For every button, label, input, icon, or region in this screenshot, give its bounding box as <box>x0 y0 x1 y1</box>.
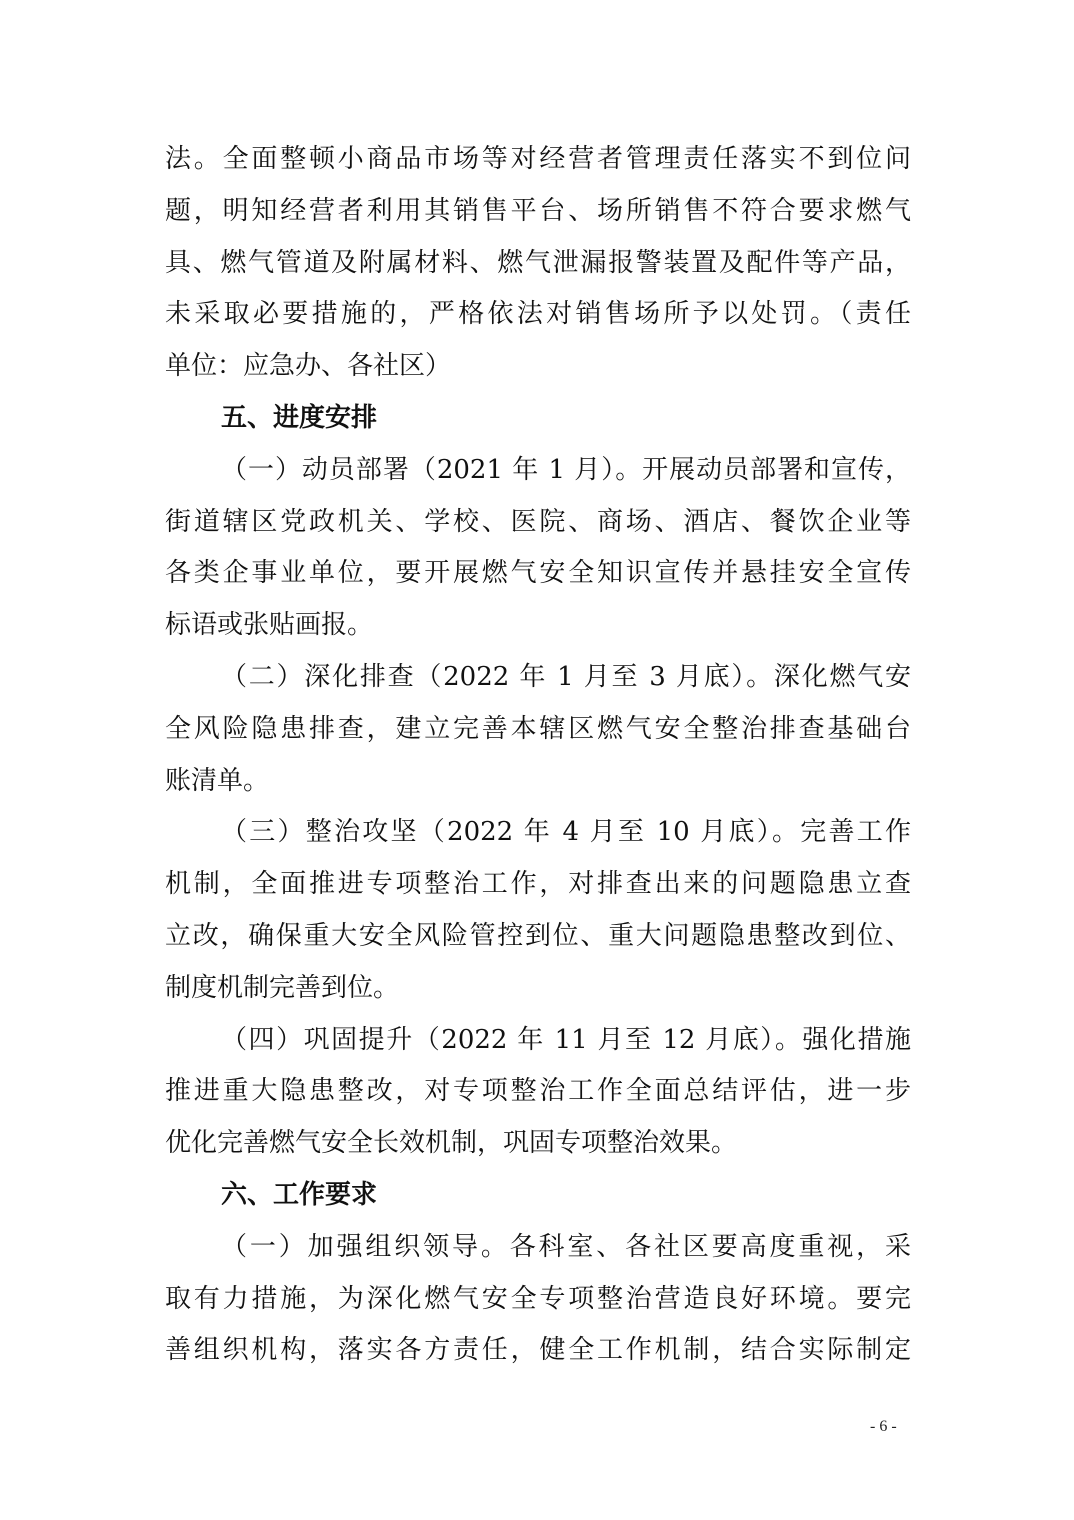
body-line: （一）动员部署（2021 年 1 月）。开展动员部署和宣传， <box>221 454 911 485</box>
body-line: 单位：应急办、各社区） <box>165 351 452 382</box>
body-line: （四）巩固提升（2022 年 11 月至 12 月底）。强化措施 <box>221 1024 911 1055</box>
body-line: （一）加强组织领导。各科室、各社区要高度重视，采 <box>221 1231 911 1262</box>
body-line: 推进重大隐患整改，对专项整治工作全面总结评估，进一步 <box>165 1076 911 1107</box>
body-line: 优化完善燃气安全长效机制，巩固专项整治效果。 <box>165 1128 738 1159</box>
body-line: 具、燃气管道及附属材料、燃气泄漏报警装置及配件等产品， <box>165 247 911 278</box>
body-line: 街道辖区党政机关、学校、医院、商场、酒店、餐饮企业等 <box>165 506 911 537</box>
body-line: 立改，确保重大安全风险管控到位、重大问题隐患整改到位、 <box>165 920 911 951</box>
body-line: 全风险隐患排查，建立完善本辖区燃气安全整治排查基础台 <box>165 713 911 744</box>
body-line: 法。全面整顿小商品市场等对经营者管理责任落实不到位问 <box>165 144 911 174</box>
body-line: 各类企事业单位，要开展燃气安全知识宣传并悬挂安全宣传 <box>165 558 911 589</box>
section-heading-requirements: 六、工作要求 <box>221 1179 378 1210</box>
document-body <box>165 134 911 1377</box>
page-number: - 6 - <box>870 1418 897 1435</box>
body-line: 制度机制完善到位。 <box>165 972 400 1003</box>
body-line: 机制，全面推进专项整治工作，对排查出来的问题隐患立查 <box>165 869 911 900</box>
section-heading-schedule: 五、进度安排 <box>221 402 378 433</box>
body-line: 善组织机构，落实各方责任，健全工作机制，结合实际制定 <box>165 1335 911 1366</box>
body-line: 标语或张贴画报。 <box>165 610 374 641</box>
body-line: 取有力措施，为深化燃气安全专项整治营造良好环境。要完 <box>165 1283 911 1314</box>
body-line: （三）整治攻坚（2022 年 4 月至 10 月底）。完善工作 <box>221 817 911 848</box>
body-line: 题，明知经营者利用其销售平台、场所销售不符合要求燃气 <box>165 195 911 226</box>
body-line: 账清单。 <box>165 765 270 796</box>
body-line: 未采取必要措施的，严格依法对销售场所予以处罚。（责任 <box>165 299 911 330</box>
body-line: （二）深化排查（2022 年 1 月至 3 月底）。深化燃气安 <box>221 661 911 692</box>
